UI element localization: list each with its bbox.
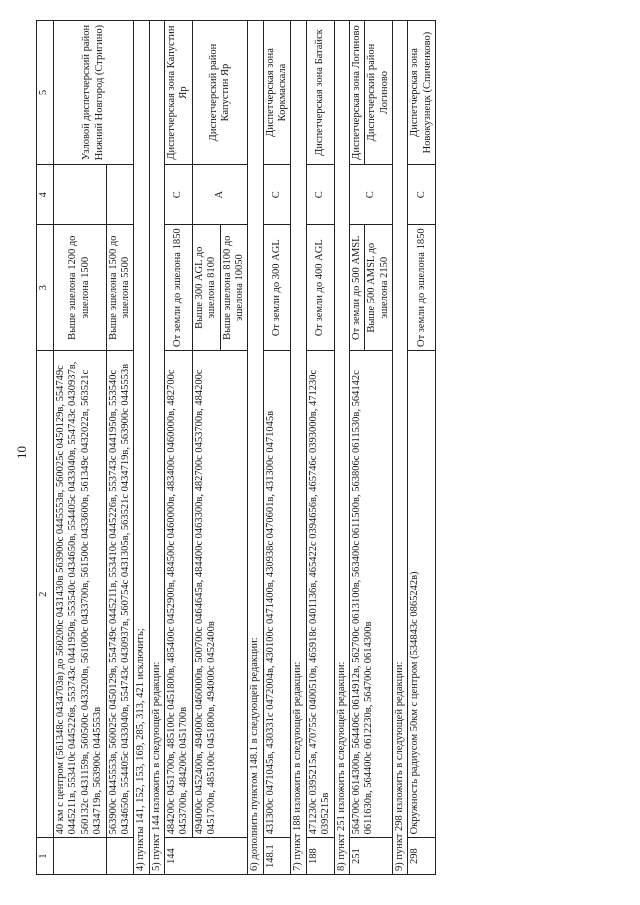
row-number-cell: 188: [306, 838, 334, 875]
row-number-cell: [106, 838, 134, 875]
section-heading: 9) пункт 298 изложить в следующей редакции:: [393, 21, 408, 875]
limits-cell: Выше эшелона 1500 до эшелона 5500: [106, 225, 134, 351]
col-header-5: 5: [37, 21, 54, 165]
class-cell: С: [165, 165, 193, 225]
col-header-2: 2: [37, 351, 54, 838]
class-cell: [106, 165, 134, 225]
limits-cell: От земли до 300 AGL: [263, 225, 291, 351]
section-heading: 8) пункт 251 изложить в следующей редакции:: [334, 21, 349, 875]
row-number-cell: 148.1: [263, 838, 291, 875]
section-row: [248, 21, 263, 875]
col-header-1: 1: [37, 838, 54, 875]
unit-cell: Диспетчерский район Логиново: [365, 21, 393, 165]
header-row: [37, 21, 54, 875]
coordinates-cell: 431300с 0471045в, 430331с 0472004в, 430100с 0471400в, 430938с 0470601в, 431300с 0471045в: [263, 351, 291, 838]
coordinates-cell: Окружность радиусом 50км с центром (534843с 0865242в): [408, 351, 436, 838]
table-row: [306, 21, 334, 875]
limits-cell: Выше 300 AGL до эшелона 8100: [192, 225, 220, 351]
unit-cell: Диспетчерская зона Новокузнецк (Спиченково): [408, 21, 436, 165]
unit-cell: Диспетчерская зона Батайск: [306, 21, 334, 165]
section-row: [291, 21, 306, 875]
table-row: [165, 21, 193, 875]
table-row: [192, 21, 220, 875]
section-row: [149, 21, 164, 875]
unit-cell: Диспетчерская зона Логиново: [349, 21, 364, 165]
coordinates-cell: 564700с 0614300в, 564406с 0614912в, 562700с 0613100в, 563400с 0611500в, 563806с 0611530в, 564142с 0611630в, 564400с 0612230в, 564700с 0614300в: [349, 351, 392, 838]
coordinates-cell: 40 км с центром (561348с 0434703в) до 560200с 0431430в 563900с 0445553в, 560025с 0450129в, 554749с 0445211в, 553410с 0445226в, 553743с 0441950в, 553540с 0434650в, 554405с 0433040в, 554743с 0430937в, 560132с 0431159в, 560500с 0433200в, 561000с 0433700в, 561500с 0433600в, 561349с 0432022в, 563521с 0434719в, 563900с 0445553в: [54, 351, 107, 838]
class-cell: С: [263, 165, 291, 225]
section-row: [134, 21, 149, 875]
section-row: [334, 21, 349, 875]
limits-cell: Выше эшелона 1200 до эшелона 1500: [54, 225, 107, 351]
coordinates-cell: 471230с 0395215в, 470755с 0400510в, 465918с 0401136в, 465422с 0394656в, 465746с 0393000в, 471230с 0395215в: [306, 351, 334, 838]
row-number-cell: 298: [408, 838, 436, 875]
row-number-cell: 251: [349, 838, 392, 875]
class-cell: С: [349, 165, 392, 225]
limits-cell: Выше 500 AMSL до эшелона 2150: [365, 225, 393, 351]
limits-cell: Выше эшелона 8100 до эшелона 10050: [220, 225, 248, 351]
limits-cell: От земли до эшелона 1850: [408, 225, 436, 351]
col-header-3: 3: [37, 225, 54, 351]
unit-cell: Узловой диспетчерский район Нижний Новгород (Стригино): [54, 21, 134, 165]
section-heading: 4) пункты 141, 152, 153, 169, 285, 313, 421 исключить;: [134, 21, 149, 875]
row-number-cell: [54, 838, 107, 875]
col-header-4: 4: [37, 165, 54, 225]
limits-cell: От земли до 500 AMSL: [349, 225, 364, 351]
unit-cell: Диспетчерская зона Коркмаскала: [263, 21, 291, 165]
limits-cell: От земли до 400 AGL: [306, 225, 334, 351]
section-heading: 6) дополнить пунктом 148.1 в следующей редакции:: [248, 21, 263, 875]
limits-cell: От земли до эшелона 1850: [165, 225, 193, 351]
table-row: [349, 21, 364, 875]
class-cell: А: [192, 165, 248, 225]
class-cell: С: [408, 165, 436, 225]
coordinates-cell: 494000с 0452400в, 494000с 0460000в, 500700с 0464645в, 484400с 0463300в, 482700с 0453700в, 484200с 0451700в, 485100с 0451800в, 494000с 0452400в: [192, 351, 248, 838]
section-heading: 5) пункт 144 изложить в следующей редакции:: [149, 21, 164, 875]
row-number-cell: 144: [165, 838, 248, 875]
table-row: [54, 21, 107, 875]
coordinates-cell: 563900с 0445553в, 560025с 0450129в, 554749с 0445211в, 553410с 0445226в, 553743с 0441950в, 553540с 0434650в, 554405с 0433040в, 554743с 0430937в, 560754с 0431305в, 563521с 0434719в, 563900с 0445553в: [106, 351, 134, 838]
coordinates-cell: 484200с 0451700в, 485100с 0451800в, 485400с 0452900в, 484500с 0460000в, 483400с 0460000в, 482700с 0453700в, 484200с 0451700в: [165, 351, 193, 838]
unit-cell: Диспетчерская зона Капустин Яр: [165, 21, 193, 165]
section-row: [393, 21, 408, 875]
page-number: 10: [14, 446, 29, 459]
table-row: [408, 21, 436, 875]
table-row: [263, 21, 291, 875]
airspace-table: [36, 20, 436, 875]
unit-cell: Диспетчерский район Капустин Яр: [192, 21, 248, 165]
class-cell: С: [306, 165, 334, 225]
class-cell: [54, 165, 107, 225]
section-heading: 7) пункт 188 изложить в следующей редакции:: [291, 21, 306, 875]
